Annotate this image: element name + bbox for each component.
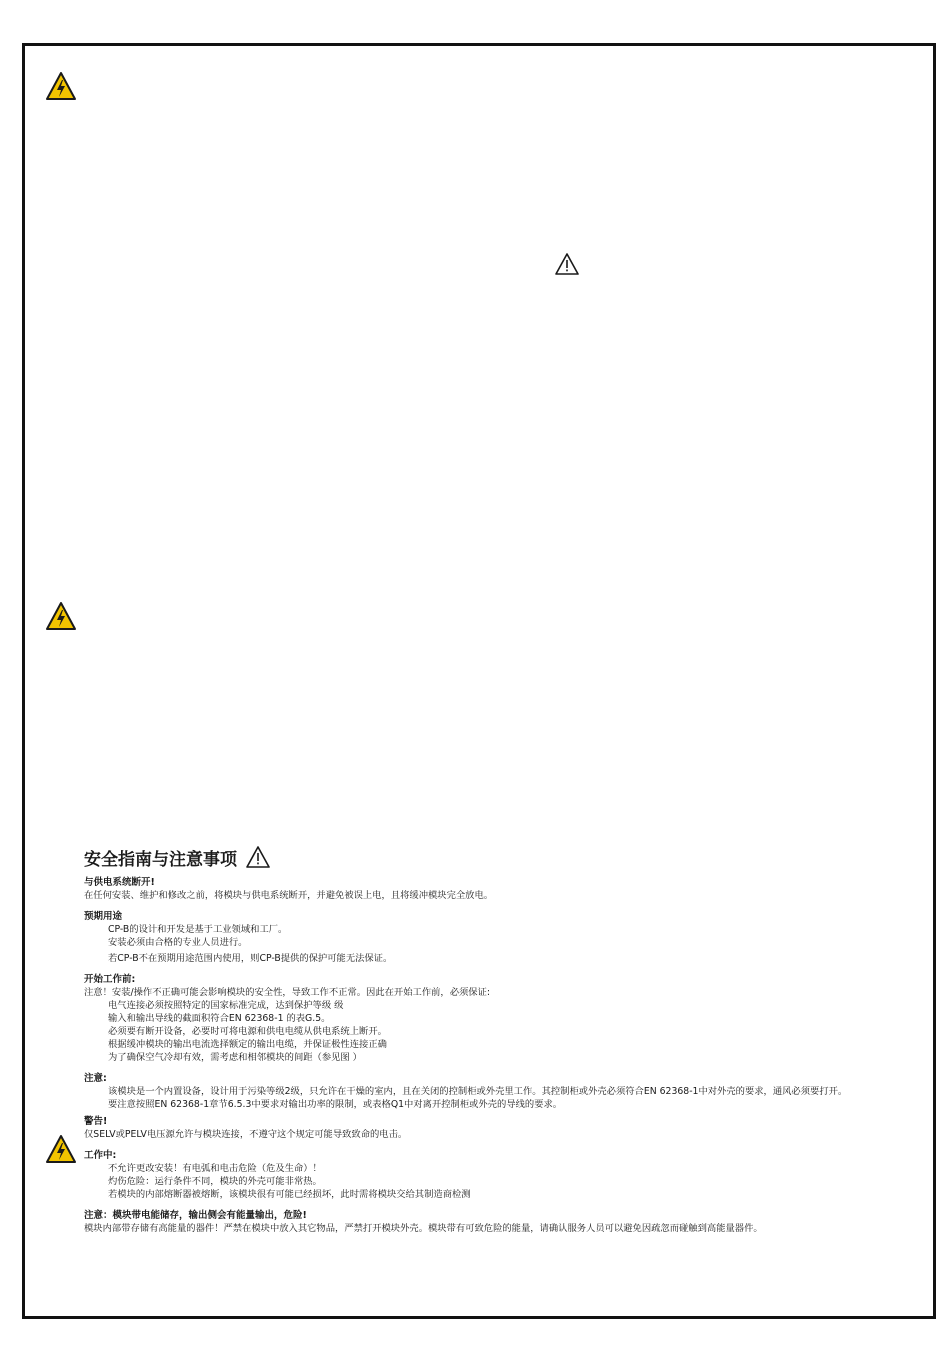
list-item: 若模块的内部熔断器被熔断，该模块很有可能已经损坏，此时需将模块交给其制造商检测 bbox=[108, 1189, 471, 1200]
safety-instructions bbox=[84, 842, 914, 1235]
list-item: CP-B的设计和开发是基于工业领域和工厂。 bbox=[108, 924, 288, 935]
section-heading-during-operation: 工作中: bbox=[84, 1150, 117, 1161]
section-text: 仅SELV或PELV电压源允许与模块连接，不遵守这个规定可能导致致命的电击。 bbox=[84, 1129, 408, 1140]
list-item: 不允许更改安装！有电弧和电击危险（危及生命）！ bbox=[108, 1163, 322, 1174]
high-voltage-warning-icon bbox=[45, 71, 77, 101]
high-voltage-warning-icon bbox=[45, 601, 77, 631]
general-warning-icon bbox=[554, 252, 580, 276]
section-heading-caution: 注意: bbox=[84, 1073, 107, 1084]
list-item: 必须要有断开设备，必要时可将电源和供电电缆从供电系统上断开。 bbox=[108, 1026, 387, 1037]
general-warning-icon bbox=[245, 845, 271, 869]
list-item: 安装必须由合格的专业人员进行。 bbox=[108, 937, 248, 948]
list-item: 该模块是一个内置设备，设计用于污染等级2级，只允许在干燥的室内，且在关闭的控制柜或外壳里工作。其控制柜或外壳必须符合EN 62368-1中对外壳的要求，通风必须要打开。 bbox=[108, 1086, 848, 1097]
section-heading-disconnect: 与供电系统断开! bbox=[84, 877, 155, 888]
section-heading-energy-storage: 注意：模块带电能储存，输出侧会有能量输出，危险! bbox=[84, 1210, 307, 1221]
section-heading-warning: 警告! bbox=[84, 1116, 108, 1127]
list-item: 电气连接必须按照特定的国家标准完成，达到保护等级 级 bbox=[108, 1000, 344, 1011]
list-item: 输入和输出导线的截面积符合EN 62368-1 的表G.5。 bbox=[108, 1013, 331, 1024]
list-item: 要注意按照EN 62368-1章节6.5.3中要求对输出功率的限制，或表格Q1中对离开控制柜或外壳的导线的要求。 bbox=[108, 1099, 563, 1110]
list-item: 根据缓冲模块的输出电流选择额定的输出电缆，并保证极性连接正确 bbox=[108, 1039, 387, 1050]
section-text: 在任何安装、维护和修改之前，将模块与供电系统断开，并避免被误上电，且将缓冲模块完全放电。 bbox=[84, 890, 494, 901]
section-heading-intended-use: 预期用途 bbox=[84, 911, 123, 922]
title-text: 安全指南与注意事项 bbox=[84, 849, 237, 870]
section-text: 模块内部带存储有高能量的器件！严禁在模块中放入其它物品，严禁打开模块外壳。模块带有可致危险的能量，请确认服务人员可以避免因疏忽而碰触到高能量器件。 bbox=[84, 1223, 763, 1234]
section-heading-before-work: 开始工作前: bbox=[84, 974, 136, 985]
high-voltage-warning-icon bbox=[45, 1134, 77, 1164]
list-item: 为了确保空气冷却有效，需考虑和相邻模块的间距（参见图 ） bbox=[108, 1052, 362, 1063]
section-lead: 注意！安装/操作不正确可能会影响模块的安全性，导致工作不正常。因此在开始工作前，必须保证: bbox=[84, 987, 491, 998]
page-title bbox=[84, 842, 914, 872]
list-item: 灼伤危险：运行条件不同，模块的外壳可能非常热。 bbox=[108, 1176, 322, 1187]
list-item: 若CP-B不在预期用途范围内使用，则CP-B提供的保护可能无法保证。 bbox=[108, 953, 393, 964]
